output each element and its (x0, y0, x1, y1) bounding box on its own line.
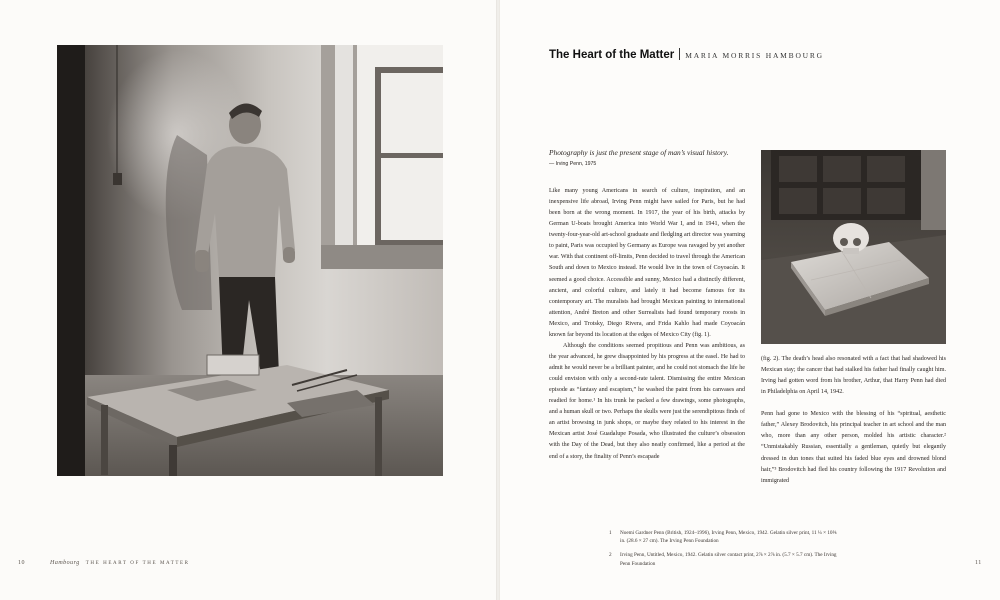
body-paragraph: (fig. 2). The death’s head also resonated with a fact that had shadowed his Mexican stay; the cancer that had stalked his father had finally caught him. Irving had gotten word from his brother, Arthur, that Harry Penn had died in Philadelphia on April 14, 1942. (761, 356, 946, 396)
skull-still-life-photo (761, 150, 946, 344)
header-divider (679, 48, 680, 60)
caption-text: Noemi Gardner Penn (British, 1924–1996), Irving Penn, Mexico, 1942. Gelatin silver print, 11 ¼ × 10⅝ in. (28.6 × 27 cm). The Irving Penn Foundation (620, 530, 837, 545)
left-folio-number: 10 (18, 560, 25, 566)
body-column-right (761, 354, 946, 487)
body-paragraph: Penn had gone to Mexico with the blessing of his “spiritual, aesthetic father,” Alexey Brodovitch, his principal teacher in art school and the man who, more than any other person, molded his artistic character.² “Unmistakably Russian, essentially a gentleman, quietly but elegantly dressed in dun tones that suited his faded blue eyes and drowned blond hair,”³ Brodovitch had fled his country following the 1917 Revolution and immigrated (761, 411, 946, 484)
body-paragraph: Like many young Americans in search of culture, inspiration, and an inexpensive life abroad, Irving Penn might have sailed for Paris, but he had been born at the wrong moment. In 1917, the year of his birth, attacks by German U-boats brought America into World War I, and in 1941, when the twenty-four-year-old art-school graduate and fledgling art director was yearning to paint, Paris was occupied by Germany as Europe was ravaged by yet another war. With that continent off-limits, Penn decided to travel through the American South and down to Mexico instead. He would live in the town of Coyoacán. It seemed a good choice. Accessible and sunny, Mexico had a distinctly different, ancient, and colorful culture, and lately it had become famous for its contemporary art. The muralists had brought Mexican painting to international attention, André Breton and other Surrealists had found temporary roosts in Mexico, and Trotsky, Diego Rivera, and Frida Kahlo had made Coyoacán known far beyond its location at the edges of Mexico City (fig. 1). (549, 188, 745, 338)
epigraph-attribution: — Irving Penn, 1975 (549, 161, 597, 167)
running-author: Hambourg (50, 560, 80, 566)
chapter-title: The Heart of the Matter (549, 49, 675, 61)
caption-number: 2 (609, 552, 612, 559)
figure-captions (609, 529, 839, 574)
epigraph (549, 148, 749, 167)
epigraph-quote: Photography is just the present stage of man’s visual history. (549, 148, 729, 157)
right-folio-number: 11 (975, 560, 982, 566)
caption-item (609, 529, 839, 545)
chapter-header (549, 45, 824, 63)
body-paragraph: Although the conditions seemed propitious and Penn was ambitious, as the year advanced, he grew disappointed by his progress at the easel. He had to admit he would never be a brilliant painter, and he could not stomach the life he could envision with only a second-rate talent. Dismissing the entire Mexican episode as “fantasy and escapism,” he washed the paint from his canvases and readied for home.¹ In his trunk he packed a few drawings, some photographs, and a human skull or two. Perhaps the skulls were just the serendipitous finds of an artist browsing in junk shops, or maybe they related to his interest in the Mexican artist José Guadalupe Posada, who illustrated the culture’s obsession with the Day of the Dead, but they also neatly confirmed, like a period at the end of a story, the finality of Penn’s escapade (549, 342, 745, 460)
caption-text: Irving Penn, Untitled, Mexico, 1942. Gelatin silver contact print, 2⅞ × 2⅞ in. (5.7 × 5.7 cm). The Irving Penn Foundation (620, 552, 837, 567)
left-running-head (50, 560, 190, 566)
left-page (0, 0, 496, 600)
caption-item (609, 551, 839, 567)
caption-number: 1 (609, 530, 612, 536)
body-column-left (549, 186, 745, 463)
running-section: THE HEART OF THE MATTER (85, 561, 190, 566)
chapter-author: MARIA MORRIS HAMBOURG (685, 51, 824, 60)
penn-portrait-photo (57, 45, 443, 476)
